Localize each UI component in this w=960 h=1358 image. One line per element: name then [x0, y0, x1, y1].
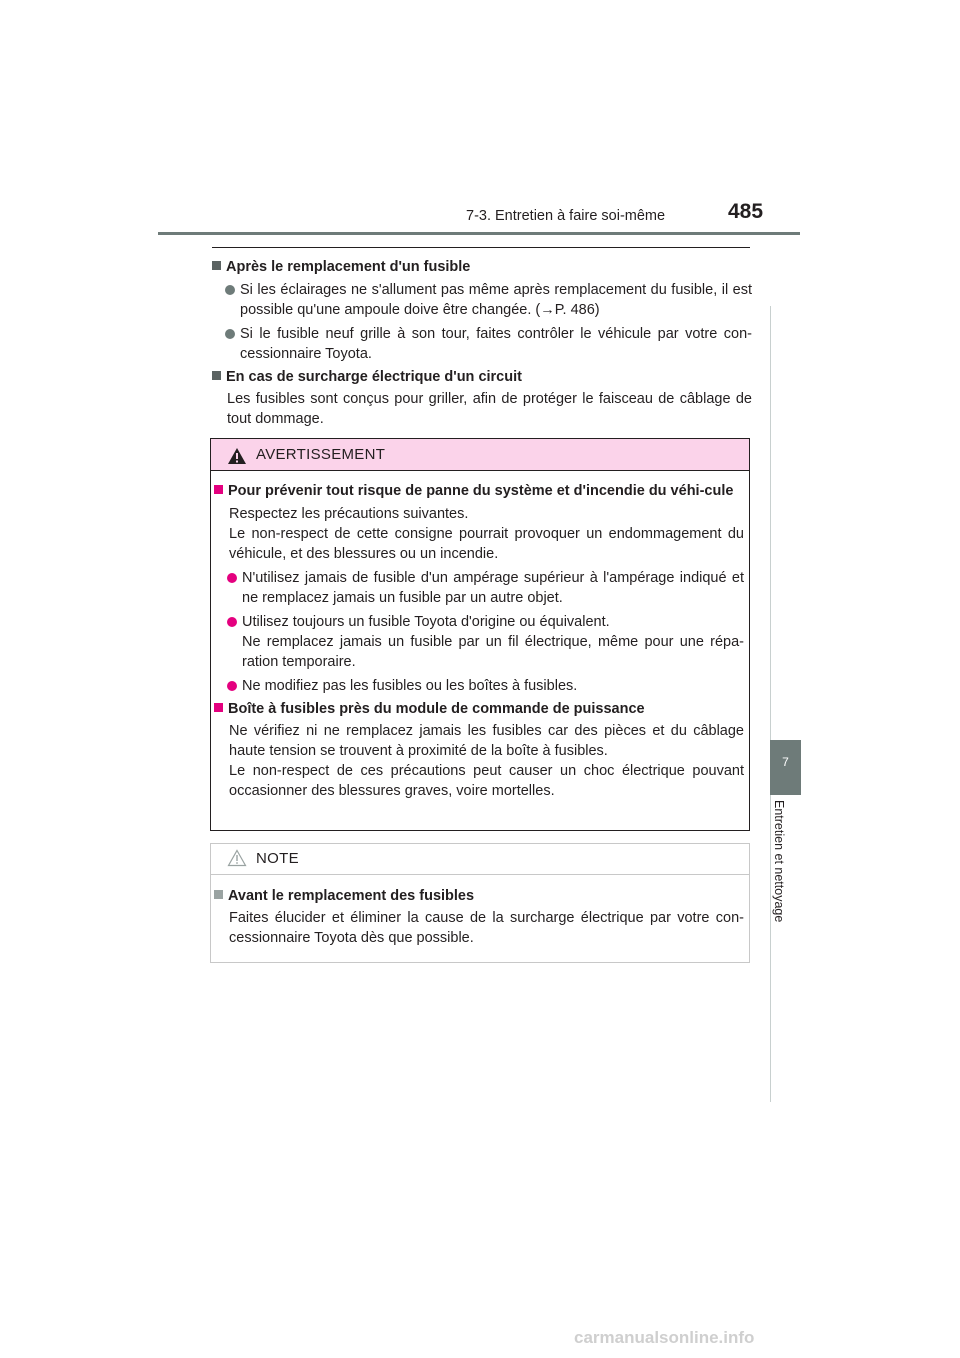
- watermark: carmanualsonline.info: [574, 1328, 755, 1347]
- warning-text: Le non-respect de ces précautions peut causer un choc électrique pouvant occasionner des blessures graves, voire mortelles.: [229, 763, 744, 799]
- bullet-icon: [227, 681, 237, 691]
- section-title: 7-3. Entretien à faire soi-même: [466, 208, 666, 224]
- list-item: Utilisez toujours un fusible Toyota d'origine ou équivalent.: [214, 612, 744, 632]
- bullet-icon: [227, 617, 237, 627]
- chapter-label: Entretien et nettoyage: [772, 800, 786, 923]
- list-item: Si les éclairages ne s'allument pas même après remplacement du fusible, il est possible qu'une ampoule doive être changée. (→P. 486): [212, 280, 752, 320]
- warning-title: AVERTISSEMENT: [256, 446, 386, 463]
- square-bullet-icon: [214, 890, 223, 899]
- bullet-icon: [225, 329, 235, 339]
- chapter-label-wrap: [772, 800, 800, 950]
- header-rule: [158, 232, 800, 235]
- list-item-continued: Ne remplacez jamais un fusible par un fil électrique, même pour une répa-ration temporaire.: [242, 634, 744, 670]
- page-number: 485: [728, 200, 764, 223]
- warning-text: Ne vérifiez ni ne remplacez jamais les fusibles car des pièces et du câblage haute tension se trouvent à proximité de la boîte à fusibles.: [229, 723, 744, 759]
- caution-triangle-icon: [227, 849, 247, 867]
- bullet-icon: [227, 573, 237, 583]
- section-heading: Après le remplacement d'un fusible: [212, 257, 752, 277]
- warning-text: Le non-respect de cette consigne pourrait provoquer un endommagement du véhicule, et des blessures ou un incendie.: [229, 526, 744, 562]
- warning-triangle-icon: [227, 447, 247, 465]
- warning-content: [214, 481, 744, 801]
- square-bullet-icon: [212, 261, 221, 270]
- note-text: Faites élucider et éliminer la cause de la surcharge électrique par votre con-cessionnaire Toyota dès que possible.: [229, 910, 744, 946]
- list-item: Ne modifiez pas les fusibles ou les boîtes à fusibles.: [214, 676, 744, 696]
- bullet-icon: [225, 285, 235, 295]
- content-rule: [212, 247, 750, 248]
- square-bullet-icon: [214, 703, 223, 712]
- chapter-number: 7: [782, 755, 789, 769]
- section-1: [212, 257, 752, 429]
- square-bullet-icon: [214, 485, 223, 494]
- note-heading: Avant le remplacement des fusibles: [214, 886, 744, 906]
- square-bullet-icon: [212, 371, 221, 380]
- warning-heading: Boîte à fusibles près du module de commande de puissance: [214, 699, 744, 719]
- section-text: Les fusibles sont conçus pour griller, afin de protéger le faisceau de câblage de tout dommage.: [227, 391, 752, 427]
- section-heading: En cas de surcharge électrique d'un circuit: [212, 367, 752, 387]
- warning-heading: Pour prévenir tout risque de panne du système et d'incendie du véhi-cule: [214, 481, 744, 501]
- warning-text: Respectez les précautions suivantes.: [229, 506, 469, 522]
- note-content: [214, 886, 744, 948]
- note-title: NOTE: [256, 850, 299, 867]
- side-tab-strip: [770, 306, 802, 1102]
- list-item: N'utilisez jamais de fusible d'un ampérage supérieur à l'ampérage indiqué et ne remplacez jamais un fusible par un autre objet.: [214, 568, 744, 608]
- list-item: Si le fusible neuf grille à son tour, faites contrôler le véhicule par votre con-cessionnaire Toyota.: [212, 324, 752, 364]
